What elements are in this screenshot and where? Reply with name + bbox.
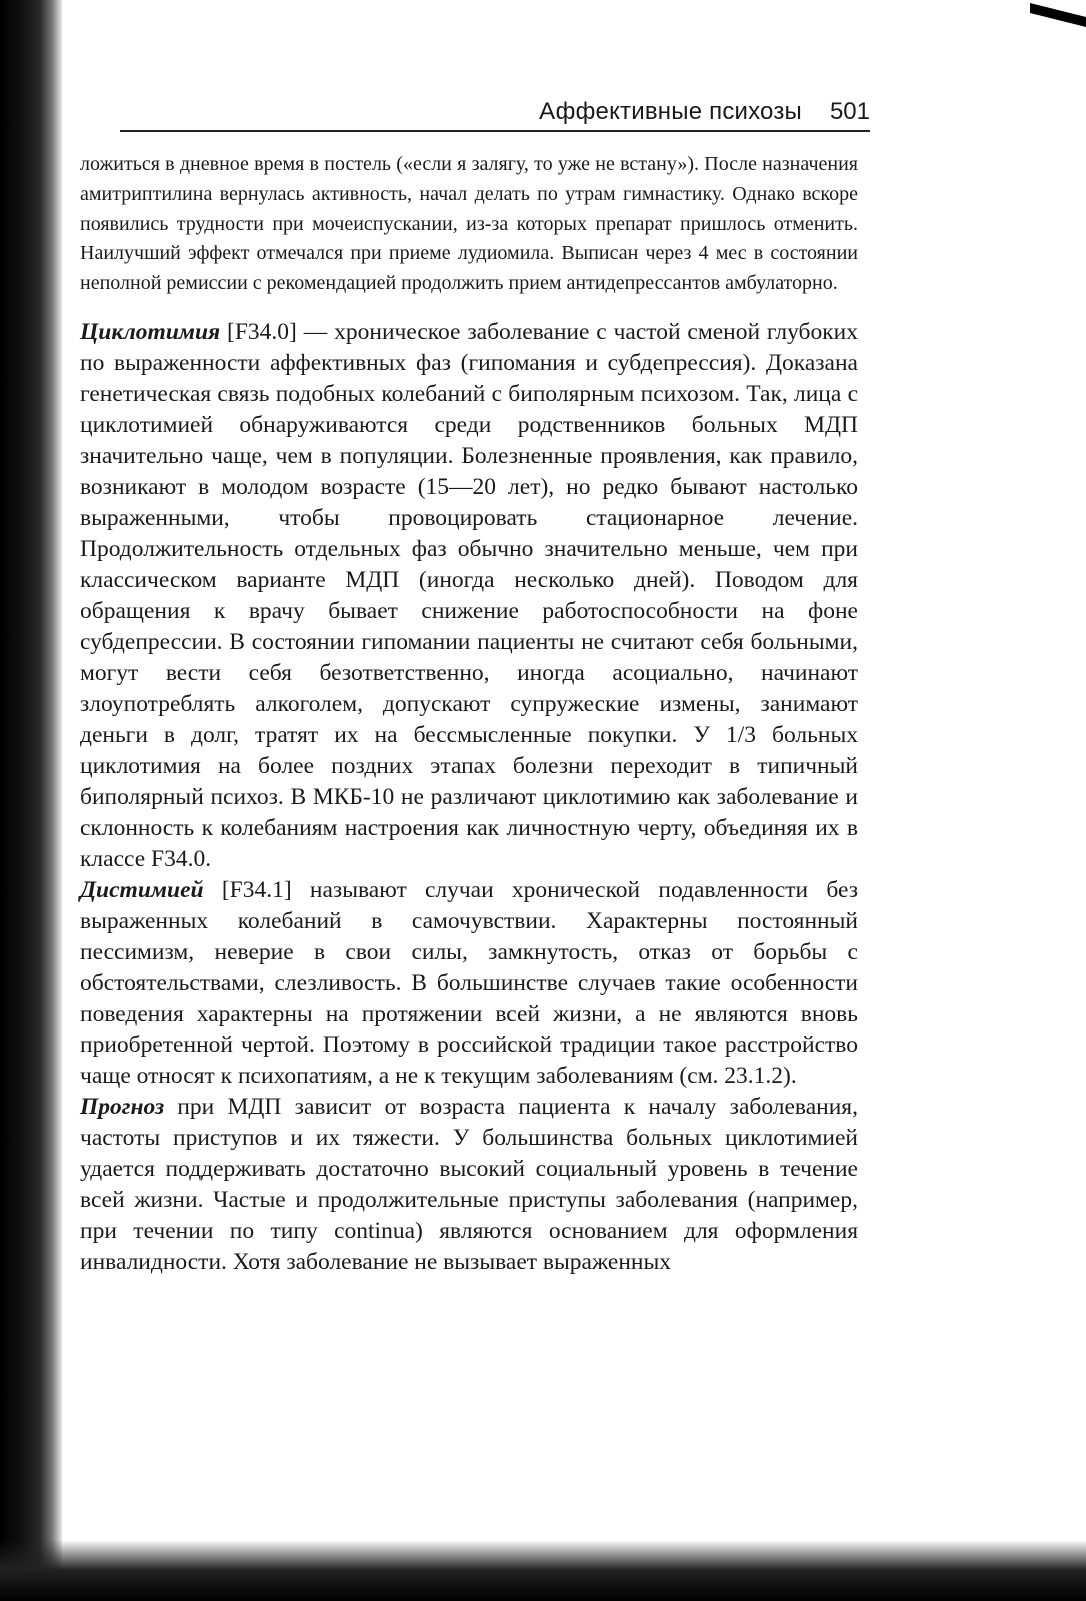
scan-corner-mark — [1030, 3, 1086, 27]
dysthymia-term: Дистимией — [80, 876, 204, 903]
dysthymia-text: [F34.1] называют случаи хронической подавленности без выраженных колебаний в самочувствии. Характерны постоянный пессимизм, неверие в свои силы, замкнутость, отказ от борьбы с обстоятельствами, слезливость. В большинстве случаев такие особенности поведения характерны на протяжении всей жизни, а не являются вновь приобретенной чертой. Поэтому в российской традиции такое расстройство чаще относят к психопатиям, а не к текущим заболеваниям (см. 23.1.2). — [80, 876, 858, 1089]
prognosis-paragraph — [80, 1092, 858, 1278]
scan-bottom-shadow — [0, 1540, 1086, 1601]
page-number: 501 — [829, 98, 870, 125]
dysthymia-paragraph — [80, 875, 858, 1092]
scan-gutter — [0, 0, 62, 1601]
cyclothymia-paragraph — [80, 317, 858, 875]
running-header — [120, 90, 880, 130]
cyclothymia-term: Циклотимия — [80, 318, 221, 345]
running-header-title: Аффективные психозы — [539, 98, 802, 125]
prognosis-text: при МДП зависит от возраста пациента к началу заболевания, частоты приступов и их тяжести. У большинства больных циклотимией удается поддерживать достаточно высокий социальный уровень в течение всей жизни. Частые и продолжительные приступы заболевания (например, при течении по типу continua) являются основанием для оформления инвалидности. Хотя заболевание не вызывает выраженных — [80, 1093, 858, 1275]
cyclothymia-text: [F34.0] — хроническое заболевание с частой сменой глубоких по выраженности аффективных фаз (гипомания и субдепрессия). Доказана генетическая связь подобных колебаний с биполярным психозом. Так, лица с циклотимией обнаруживаются среди родственников больных МДП значительно чаще, чем в популяции. Болезненные проявления, как правило, возникают в молодом возрасте (15—20 лет), но редко бывают настолько выраженными, чтобы провоцировать стационарное лечение. Продолжительность отдельных фаз обычно значительно меньше, чем при классическом варианте МДП (иногда несколько дней). Поводом для обращения к врачу бывает снижение работоспособности на фоне субдепрессии. В состоянии гипомании пациенты не считают себя больными, могут вести себя безответственно, иногда асоциально, начинают злоупотреблять алкоголем, допускают супружеские измены, занимают деньги в долг, тратят их на бессмысленные покупки. У 1/3 больных циклотимия на более поздних этапах болезни переходит в типичный биполярный психоз. В МКБ-10 не различают циклотимию как заболевание и склонность к колебаниям настроения как личностную черту, объединяя их в классе F34.0. — [80, 318, 858, 872]
header-rule — [120, 130, 870, 132]
case-description-paragraph: ложиться в дневное время в постель («если я залягу, то уже не встану»). После назначения амитриптилина вернулась активность, начал делать по утрам гимнастику. Однако вскоре появились трудности при мочеиспускании, из-за которых препарат пришлось отменить. Наилучший эффект отмечался при приеме лудиомила. Выписан через 4 мес в состоянии неполной ремиссии с рекомендацией продолжить прием антидепрессантов амбулаторно. — [80, 153, 858, 295]
page-body — [80, 150, 858, 1278]
prognosis-term: Прогноз — [80, 1093, 165, 1120]
